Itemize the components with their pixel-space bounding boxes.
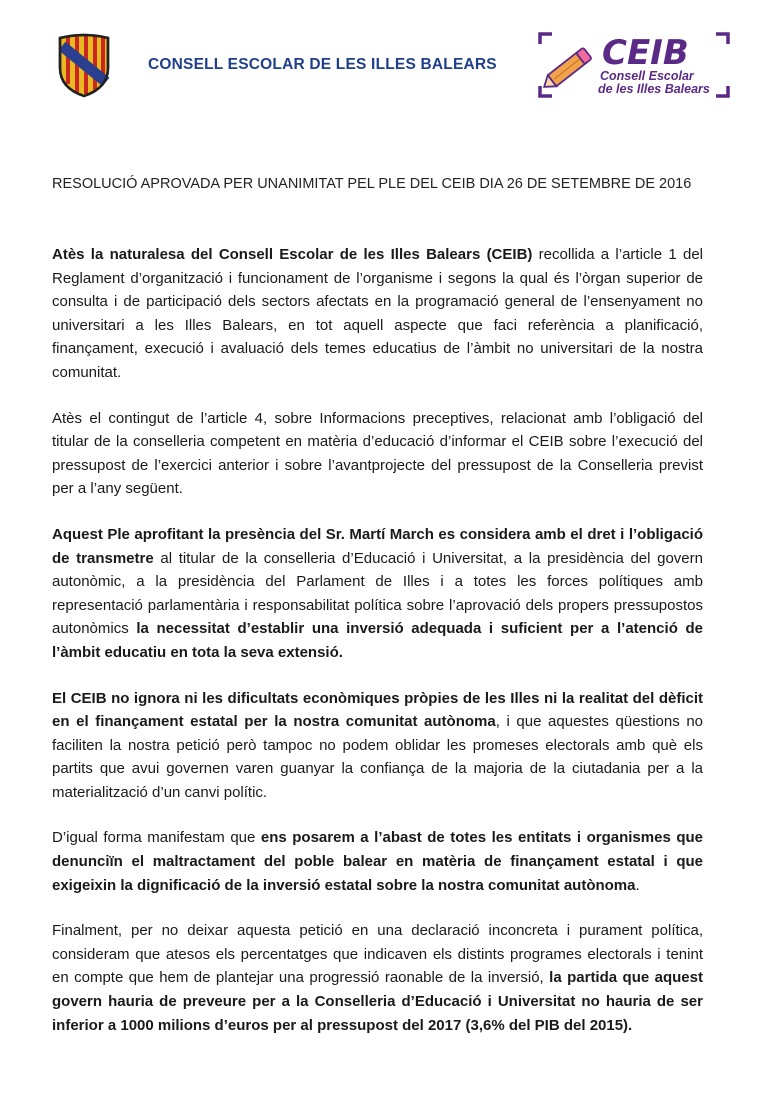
resolution-title: RESOLUCIÓ APROVADA PER UNANIMITAT PEL PLE DEL CEIB DIA 26 DE SETEMBRE DE 2016: [52, 176, 692, 192]
paragraph-3: [52, 523, 703, 665]
bold-text-run: la partida que aquest govern hauria de preveure per a la Conselleria d’Educació i Universitat no hauria de ser inferior a 1000 milions d’euros per al pressupost del 2017 (3,6% del PIB del 2015).: [52, 969, 703, 1034]
text-run: , i que aquestes qüestions no faciliten la nostra petició però tampoc no podem oblidar les promeses electorals amb què els partits que avui governen varen guanyar la confiança de la majoria de la ciutadania per a la materialització d’un canvi polític.: [52, 713, 704, 801]
balearic-coat-of-arms-icon: [56, 32, 112, 98]
resolution-body: [52, 243, 703, 1059]
text-run: al titular de la conselleria d’Educació i Universitat, a la presidència del govern autonòmic, a la presidència del Parlament de Illes i a totes les forces polítiques amb representació parlamentària i responsabilitat política sobre l’aprovació dels propers pressupostos autonòmics: [52, 549, 703, 638]
bold-text-run: la necessitat d’establir una inversió adequada i suficient per a l’atenció de l’àmbit educatiu en tota la seva extensió.: [52, 620, 703, 661]
text-run: Atès el contingut de l’article 4, sobre Informacions preceptives, relacionat amb l’obligació del titular de la conselleria competent en matèria d’educació d’informar el CEIB sobre l’execució del pressupost de l’exercici anterior i sobre l’avantprojecte del pressupost de la Conselleria previst per a l’any següent.: [52, 409, 703, 498]
ceib-logo: [538, 30, 730, 100]
bold-text-run: ens posarem a l’abast de totes les entitats i organismes que denunciïn el maltractament del poble balear en matèria de finançament estatal i que exigeixin la dignificació de la inversió estatal sobre la nostra comunitat autònoma: [52, 829, 703, 894]
bold-text-run: El CEIB no ignora ni les dificultats econòmiques pròpies de les Illes ni la realitat del dèficit en el finançament estatal per la nostra comunitat autònoma: [52, 689, 703, 731]
text-run: recollida a l’article 1 del Reglament d’organització i funcionament de l’organisme i segons la qual és l’òrgan superior de consulta i de participació dels sectors afectats en la programació general de l’ensenyament no universitari a les Illes Balears, en tot aquell aspecte que faci referència a planificació, finançament, execució i avaluació dels temes educatius de l’àmbit no universitari de la nostra comunitat.: [52, 246, 704, 381]
ceib-logo-acronym: CEIB: [602, 33, 689, 73]
ceib-logo-subtitle-line2: de les Illes Balears: [598, 82, 710, 96]
paragraph-2: [52, 407, 703, 501]
paragraph-4: [52, 687, 703, 805]
council-name: CONSELL ESCOLAR DE LES ILLES BALEARS: [148, 56, 497, 73]
paragraph-1: [52, 243, 703, 385]
text-run: D’igual forma manifestam que: [52, 829, 261, 847]
letterhead: [0, 0, 772, 110]
paragraph-6: [52, 919, 703, 1037]
bold-text-run: Atès la naturalesa del Consell Escolar de les Illes Balears (CEIB): [52, 246, 533, 263]
paragraph-5: [52, 826, 703, 897]
ceib-logo-subtitle-line1: Consell Escolar: [600, 69, 694, 83]
text-run: Finalment, per no deixar aquesta petició en una declaració inconcreta i purament política, consideram que atesos els percentatges que indicaven els distints programes electorals i tenint en compte que hem de plantejar una progressió raonable de la inversió,: [52, 922, 703, 987]
text-run: .: [635, 876, 640, 894]
bold-text-run: Aquest Ple aprofitant la presència del Sr. Martí March es considera amb el dret i l’obligació de transmetre: [52, 525, 703, 567]
pencil-icon: [540, 48, 592, 93]
